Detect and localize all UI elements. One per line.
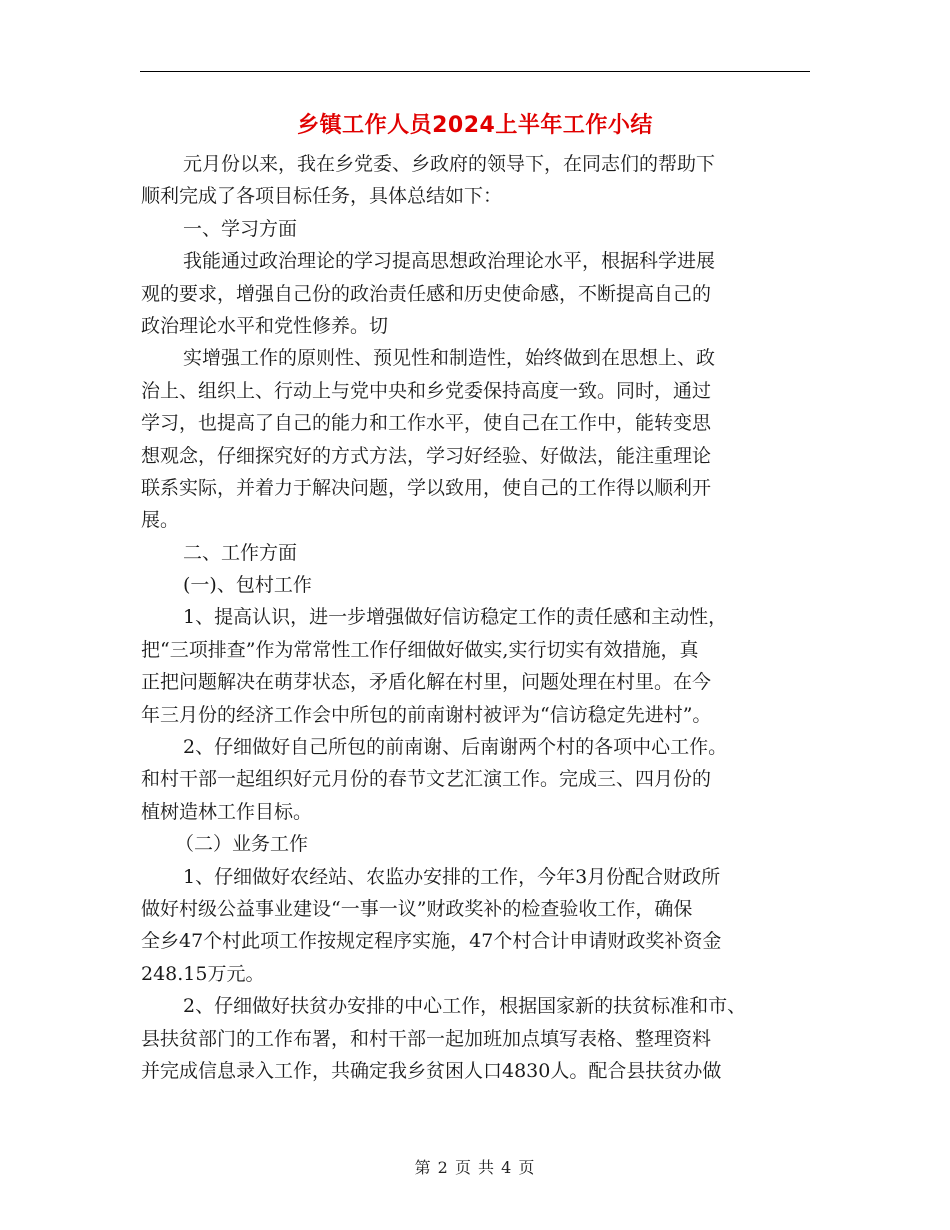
body-line: 2、仔细做好扶贫办安排的中心工作，根据国家新的扶贫标准和市、	[183, 995, 747, 1018]
body-line: 正把问题解决在萌芽状态，矛盾化解在村里，问题处理在村里。在今	[141, 671, 712, 694]
body-line: 1、提高认识，进一步增强做好信访稳定工作的责任感和主动性，	[183, 606, 728, 629]
body-line: 年三月份的经济工作会中所包的前南谢村被评为“信访稳定先进村”。	[141, 703, 712, 726]
header-rule	[140, 71, 810, 72]
body-line: 二、工作方面	[183, 541, 298, 564]
body-line: (一)、包村工作	[183, 574, 312, 597]
body-line: 1、仔细做好农经站、农监办安排的工作，今年3月份配合财政所	[183, 865, 721, 888]
body-line: 和村干部一起组织好元月份的春节文艺汇演工作。完成三、四月份的	[141, 768, 712, 791]
body-line: 把“三项排查”作为常常性工作仔细做好做实,实行切实有效措施，真	[141, 638, 699, 661]
body-line: 学习，也提高了自己的能力和工作水平，使自己在工作中，能转变思	[141, 412, 712, 435]
body-line: 2、仔细做好自己所包的前南谢、后南谢两个村的各项中心工作。	[183, 736, 728, 759]
body-line: 一、学习方面	[183, 217, 298, 240]
body-line: 并完成信息录入工作，共确定我乡贫困人口4830人。配合县扶贫办做	[141, 1059, 722, 1082]
body-line: 想观念，仔细探究好的方式方法，学习好经验、好做法，能注重理论	[141, 444, 712, 467]
body-line: 观的要求，增强自己份的政治责任感和历史使命感，不断提高自己的	[141, 282, 712, 305]
body-line: 展。	[141, 509, 180, 532]
body-line: 做好村级公益事业建设“一事一议”财政奖补的检查验收工作，确保	[141, 897, 693, 920]
document-title: 乡镇工作人员2024上半年工作小结	[297, 113, 653, 138]
body-line: 实增强工作的原则性、预见性和制造性，始终做到在思想上、政	[183, 347, 716, 370]
body-line: 我能通过政治理论的学习提高思想政治理论水平，根据科学进展	[183, 250, 716, 273]
body-line: 顺利完成了各项目标任务，具体总结如下：	[141, 185, 503, 208]
body-line: 植树造林工作目标。	[141, 800, 313, 823]
body-line: 县扶贫部门的工作布署，和村干部一起加班加点填写表格、整理资料	[141, 1027, 712, 1050]
body-line: 全乡47个村此项工作按规定程序实施，47个村合计申请财政奖补资金	[141, 930, 722, 953]
body-line: （二）业务工作	[175, 833, 309, 856]
body-line: 政治理论水平和党性修养。切	[141, 314, 389, 337]
body-line: 248.15万元。	[141, 962, 265, 985]
page-footer: 第 2 页 共 4 页	[414, 1158, 536, 1177]
body-line: 治上、组织上、行动上与党中央和乡党委保持高度一致。同时，通过	[141, 379, 712, 402]
body-line: 元月份以来，我在乡党委、乡政府的领导下，在同志们的帮助下	[183, 153, 716, 175]
body-line: 联系实际，并着力于解决问题，学以致用，使自己的工作得以顺利开	[141, 476, 712, 499]
document-body	[141, 148, 809, 1087]
